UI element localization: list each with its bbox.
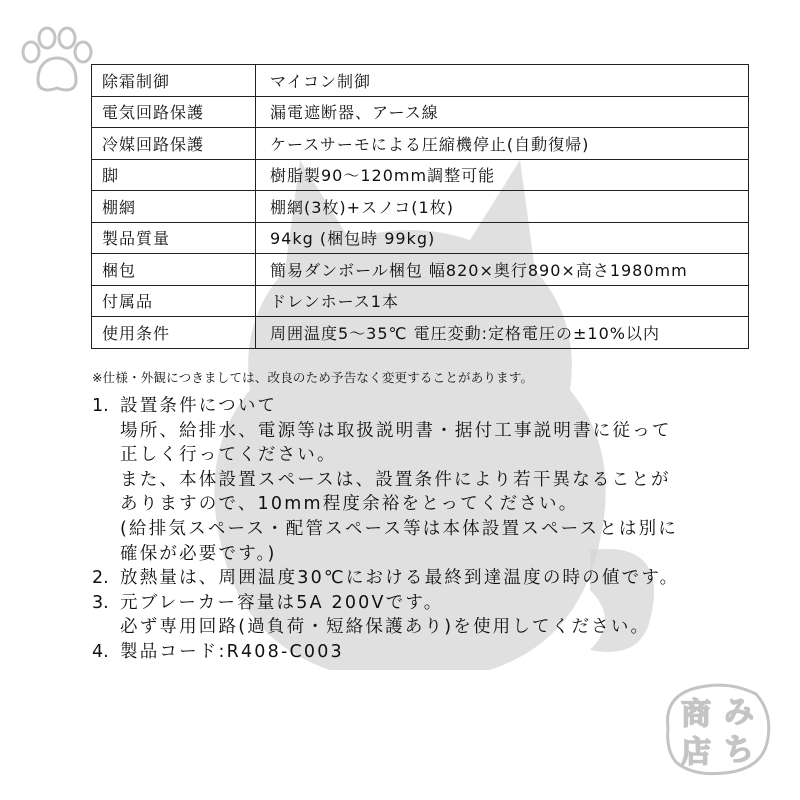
seal-char: 商 bbox=[681, 697, 711, 732]
note-1-line: 正しく行ってください。 bbox=[120, 445, 337, 466]
spec-value: 棚網(3枚)+スノコ(1枚) bbox=[256, 191, 749, 223]
spec-value: 漏電遮断器、アース線 bbox=[256, 96, 749, 128]
spec-label: 脚 bbox=[92, 159, 256, 191]
michi-shop-seal-logo bbox=[658, 678, 774, 778]
spec-row bbox=[92, 128, 749, 160]
spec-label: 製品質量 bbox=[92, 222, 256, 254]
spec-value: 周囲温度5〜35℃ 電圧変動:定格電圧の±10%以内 bbox=[256, 317, 749, 349]
note-2-number: 2. bbox=[92, 568, 109, 589]
note-1-heading bbox=[92, 394, 752, 419]
note-1-line: (給排気スペース・配管スペース等は本体設置スペースとは別に bbox=[120, 518, 679, 539]
spec-row bbox=[92, 191, 749, 223]
note-2 bbox=[92, 566, 752, 591]
spec-label: 棚網 bbox=[92, 191, 256, 223]
installation-notes bbox=[92, 394, 752, 665]
note-4-number: 4. bbox=[92, 641, 109, 662]
note-1-line: 場所、給排水、電源等は取扱説明書・据付工事説明書に従って bbox=[120, 420, 672, 441]
note-1-line: ありますので、10mm程度余裕をとってください。 bbox=[120, 494, 579, 515]
spec-row bbox=[92, 317, 749, 349]
spec-row bbox=[92, 65, 749, 97]
spec-row bbox=[92, 96, 749, 128]
note-1-line: また、本体設置スペースは、設置条件により若干異なることが bbox=[120, 469, 671, 490]
spec-value: 94kg (梱包時 99kg) bbox=[256, 222, 749, 254]
spec-label: 電気回路保護 bbox=[92, 96, 256, 128]
spec-label: 使用条件 bbox=[92, 317, 256, 349]
seal-char: ち bbox=[724, 733, 754, 768]
spec-value: 簡易ダンボール梱包 幅820×奥行890×高さ1980mm bbox=[256, 254, 749, 286]
note-3-line: 必ず専用回路(過負荷・短絡保護あり)を使用してください。 bbox=[120, 617, 651, 638]
spec-value: 樹脂製90〜120mm調整可能 bbox=[256, 159, 749, 191]
paw-print-icon bbox=[18, 22, 98, 102]
note-1-number: 1. bbox=[92, 396, 109, 416]
spec-value: ケースサーモによる圧縮機停止(自動復帰) bbox=[256, 128, 749, 160]
spec-row bbox=[92, 285, 749, 317]
spec-row bbox=[92, 159, 749, 191]
note-3 bbox=[92, 591, 752, 616]
note-1-title: 設置条件について bbox=[120, 396, 278, 416]
disclaimer-note: ※仕様・外観につきましては、改良のため予告なく変更することがあります。 bbox=[92, 370, 534, 385]
seal-char: 店 bbox=[681, 735, 711, 770]
spec-row bbox=[92, 254, 749, 286]
spec-table bbox=[91, 64, 749, 349]
note-2-text: 放熱量は、周囲温度30℃における最終到達温度の時の値です。 bbox=[120, 568, 680, 589]
seal-char: み bbox=[724, 695, 754, 730]
spec-label: 冷媒回路保護 bbox=[92, 128, 256, 160]
spec-value: ドレンホース1本 bbox=[256, 285, 749, 317]
product-code: 製品コード:R408-C003 bbox=[120, 641, 344, 662]
spec-label: 付属品 bbox=[92, 285, 256, 317]
note-1-line: 確保が必要です。) bbox=[120, 543, 277, 564]
note-3-number: 3. bbox=[92, 592, 109, 613]
note-3-text: 元ブレーカー容量は5A 200Vです。 bbox=[120, 592, 444, 613]
spec-value: マイコン制御 bbox=[256, 65, 749, 97]
note-4 bbox=[92, 640, 752, 665]
spec-row bbox=[92, 222, 749, 254]
spec-label: 梱包 bbox=[92, 254, 256, 286]
spec-label: 除霜制御 bbox=[92, 65, 256, 97]
